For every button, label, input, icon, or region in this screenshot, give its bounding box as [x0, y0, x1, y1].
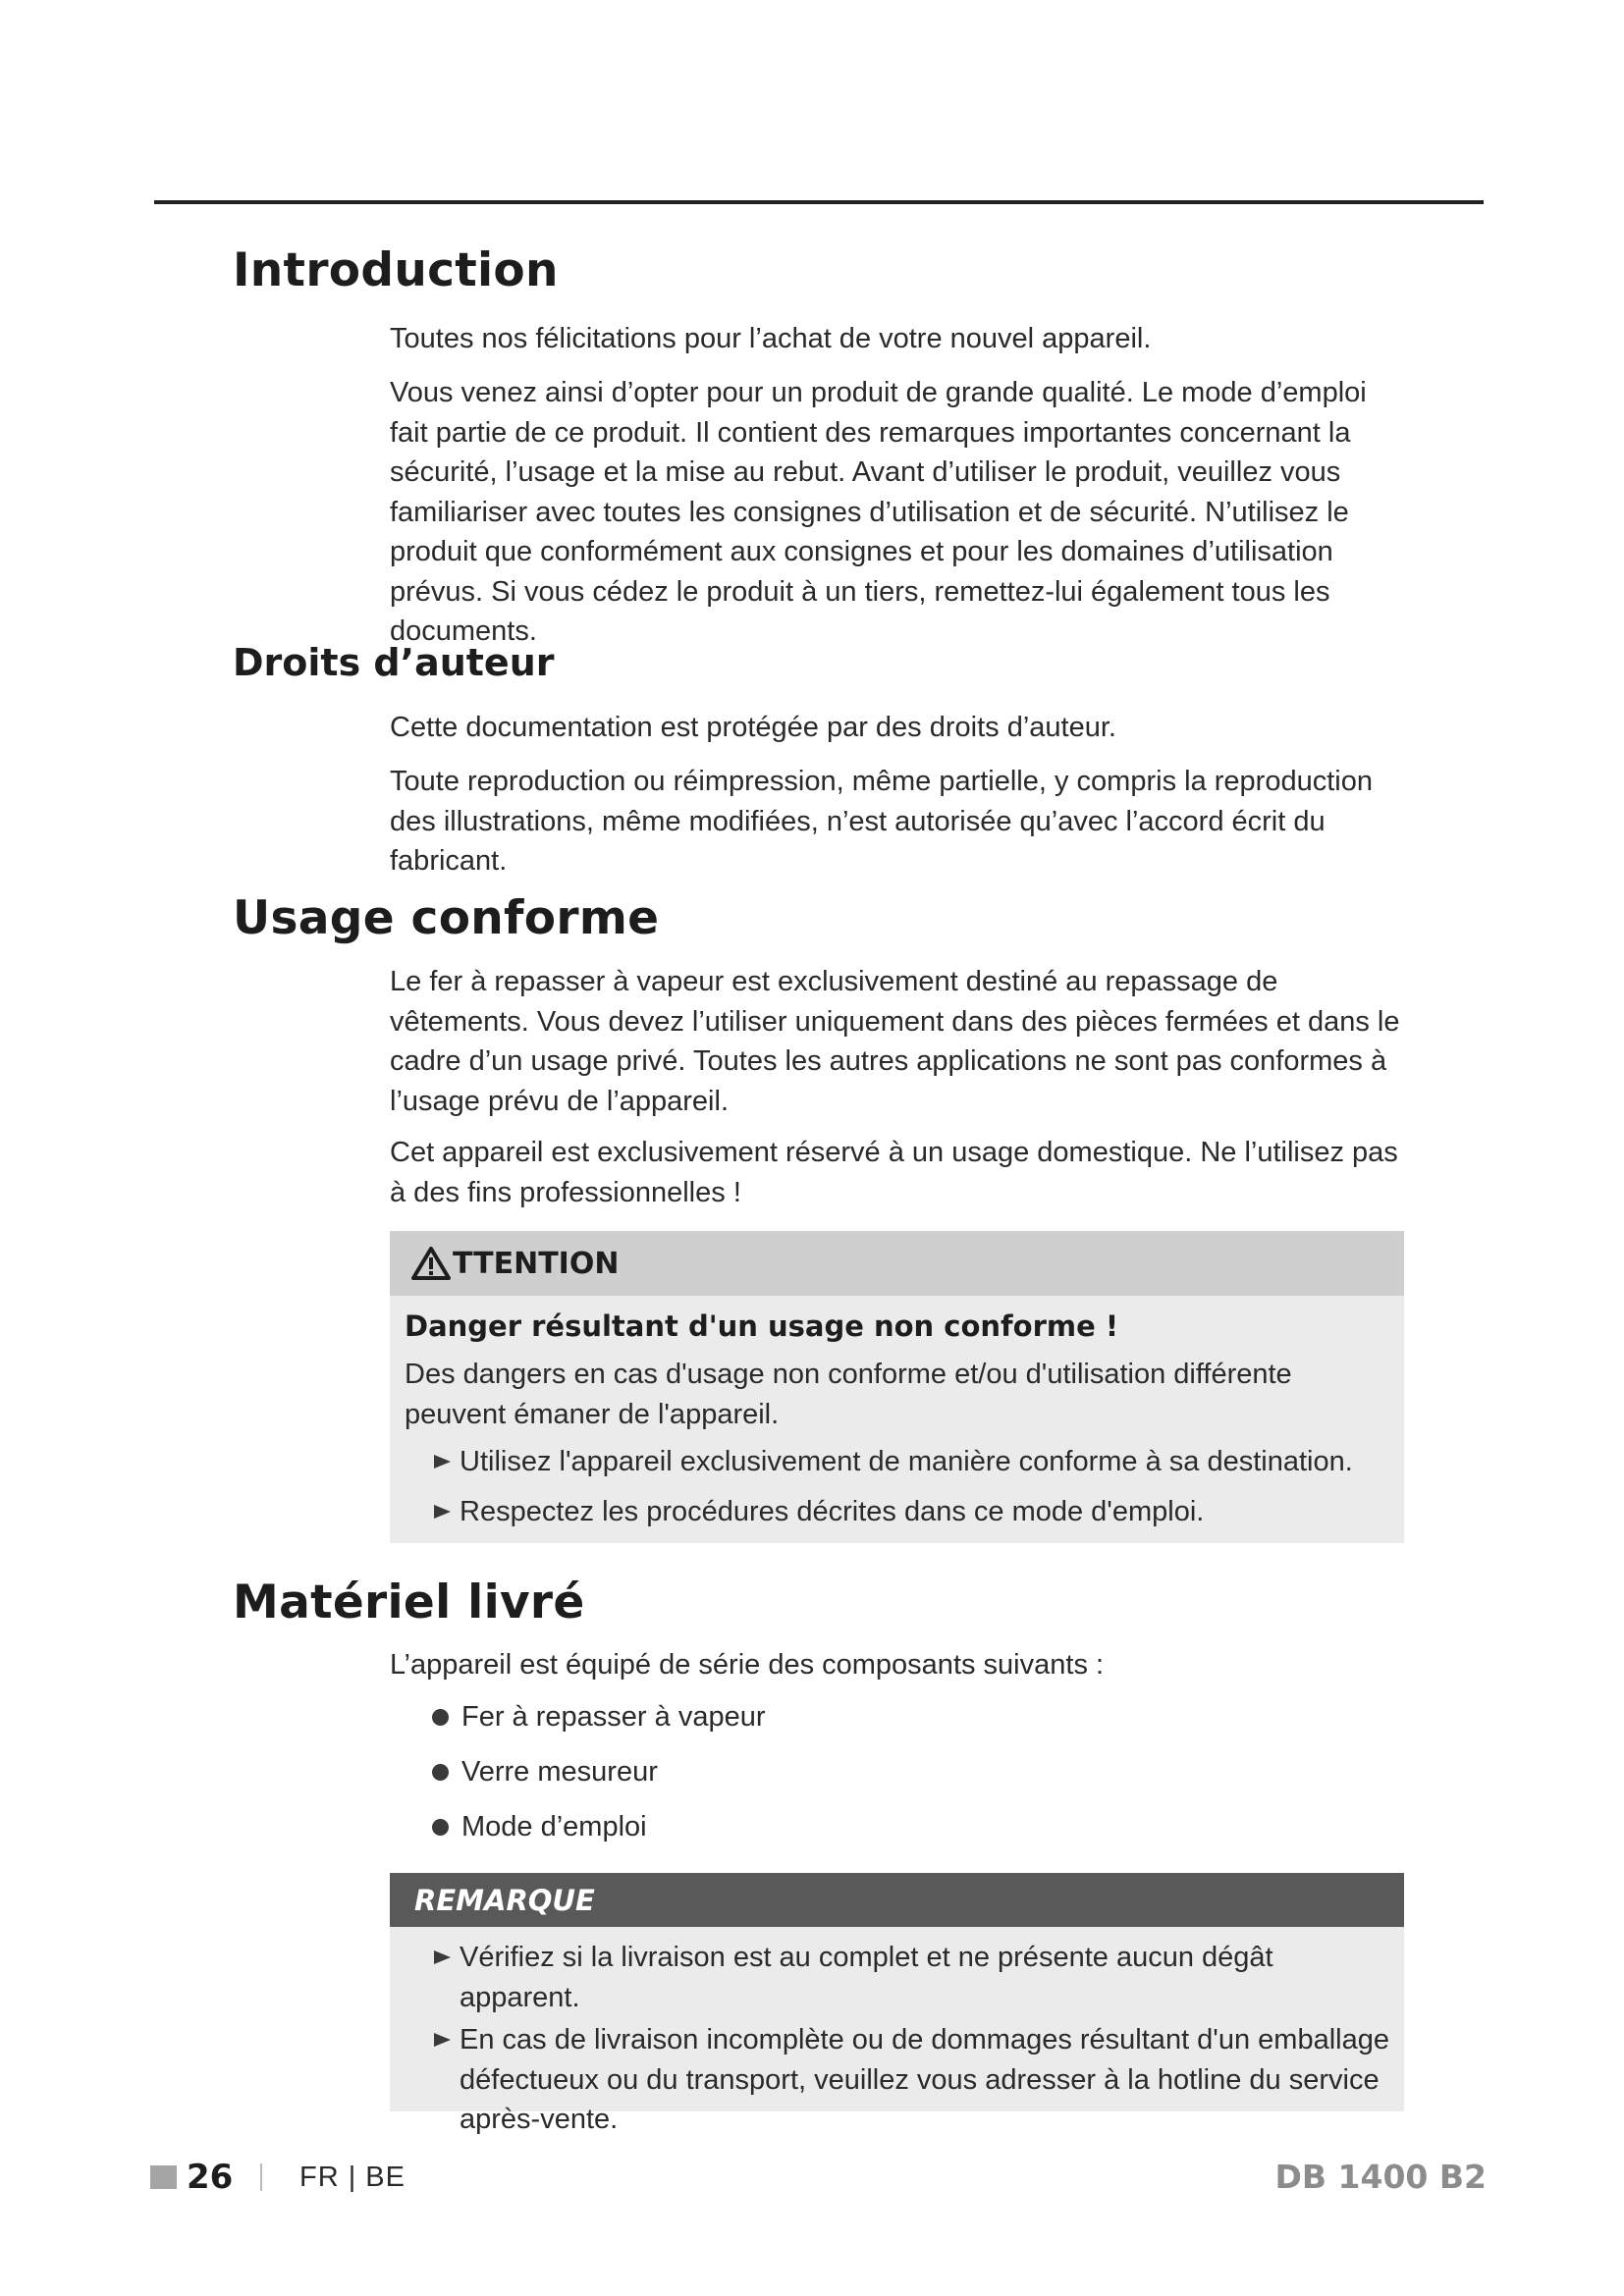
top-rule: [154, 200, 1484, 204]
page-number: 26: [187, 2158, 234, 2197]
remarque-item: En cas de livraison incomplète ou de dommages résultant d'un emballage défectueux ou du transport, veuillez vous adresser à la hotline du service après-vente.: [434, 2020, 1401, 2140]
intro-paragraph-1: Toutes nos félicitations pour l’achat de votre nouvel appareil.: [390, 323, 1152, 354]
bullet-icon: [432, 1764, 449, 1781]
copyright-paragraph-2: Toute reproduction ou réimpression, même partielle, y compris la reproduction des illustrations, même modifiées, n’est autorisée qu’avec l’accord écrit du fabricant.: [390, 766, 1373, 877]
attention-header: [390, 1231, 1404, 1296]
attention-text: Des dangers en cas d'usage non conforme et/ou d'utilisation différente peuvent émaner de l'appareil.: [405, 1359, 1292, 1430]
warning-triangle-icon: [411, 1247, 451, 1280]
remarque-item: Vérifiez si la livraison est au complet et ne présente aucun dégât apparent.: [434, 1938, 1401, 2017]
bullet-icon: [432, 1819, 449, 1836]
language-code: FR | BE: [299, 2162, 406, 2193]
list-item: Fer à repasser à vapeur: [432, 1697, 765, 1752]
heading-introduction: Introduction: [233, 243, 559, 297]
page-footer: [150, 2158, 1487, 2197]
usage-paragraph-2: Cet appareil est exclusivement réservé à un usage domestique. Ne l’utilisez pas à des fins professionnelles !: [390, 1137, 1398, 1208]
heading-delivery: Matériel livré: [233, 1575, 585, 1629]
footer-square-icon: [150, 2165, 177, 2189]
attention-subtitle: Danger résultant d'un usage non conforme !: [405, 1309, 1119, 1343]
arrow-icon: [434, 1505, 451, 1519]
attention-item: Respectez les procédures décrites dans ce mode d'emploi.: [434, 1492, 1404, 1532]
bullet-icon: [432, 1709, 449, 1726]
list-item: Mode d’emploi: [432, 1807, 765, 1862]
model-number: DB 1400 B2: [1274, 2158, 1487, 2196]
arrow-icon: [434, 1950, 451, 1964]
remarque-title: REMARQUE: [414, 1883, 595, 1917]
intro-paragraph-2: Vous venez ainsi d’opter pour un produit de grande qualité. Le mode d’emploi fait partie de ce produit. Il contient des remarques importantes concernant la sécurité, l’usage et la mise au rebut. Avant d’utiliser le produit, veuillez vous familiariser avec toutes les consignes d’utilisation et de sécurité. N’utilisez le produit que conformément aux consignes et pour les domaines d’utilisation prévus. Si vous cédez le produit à un tiers, remettez-lui également tous les documents.: [390, 377, 1367, 647]
delivery-intro: L’appareil est équipé de série des composants suivants :: [390, 1649, 1105, 1681]
arrow-icon: [434, 2033, 451, 2047]
attention-title: TTENTION: [453, 1246, 620, 1281]
remarque-box: [390, 1873, 1404, 2135]
arrow-icon: [434, 1455, 451, 1468]
attention-box: [390, 1231, 1404, 1543]
attention-item: Utilisez l'appareil exclusivement de manière conforme à sa destination.: [434, 1442, 1404, 1482]
attention-list: [434, 1442, 1404, 1531]
list-item: Verre mesureur: [432, 1752, 765, 1807]
copyright-paragraph-1: Cette documentation est protégée par des droits d’auteur.: [390, 712, 1116, 743]
usage-paragraph-1: Le fer à repasser à vapeur est exclusivement destiné au repassage de vêtements. Vous devez l’utiliser uniquement dans des pièces fermées et dans le cadre d’un usage privé. Toutes les autres applications ne sont pas conformes à l’usage prévu de l’appareil.: [390, 966, 1400, 1117]
heading-copyright: Droits d’auteur: [233, 641, 555, 684]
heading-usage: Usage conforme: [233, 891, 660, 945]
footer-divider: [260, 2163, 262, 2191]
remarque-header: [390, 1873, 1404, 1927]
delivery-list: [432, 1697, 765, 1862]
remarque-list: [434, 1938, 1401, 2140]
